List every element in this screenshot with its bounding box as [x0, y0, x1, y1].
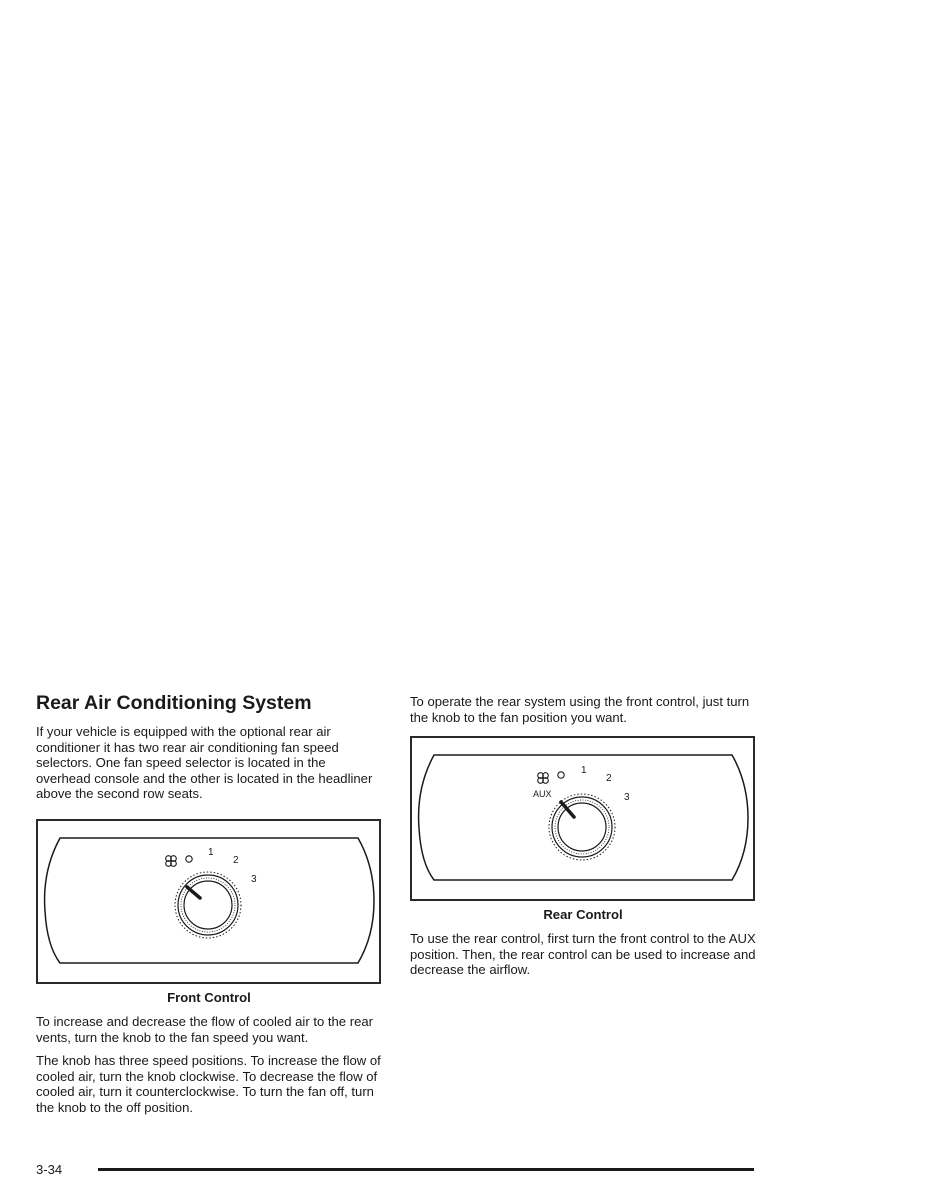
- right-column: [410, 694, 756, 978]
- fan-icon: [166, 856, 177, 867]
- speed-label-1: 1: [208, 846, 214, 858]
- front-paragraph-1: To increase and decrease the flow of cooled air to the rear vents, turn the knob to the fan speed you want.: [36, 1013, 373, 1045]
- front-control-knob[interactable]: [175, 872, 241, 938]
- speed-label-1: 1: [581, 765, 587, 777]
- rear-control-knob[interactable]: [549, 794, 615, 860]
- intro-paragraph: If your vehicle is equipped with the optional rear air conditioner it has two rear air conditioning fan speed selectors. One fan speed selector is located in the overhead console and the other is located in the headliner above the second row seats.: [36, 724, 373, 802]
- speed-label-2: 2: [233, 854, 239, 866]
- footer-rule: [98, 1168, 754, 1171]
- off-position-icon: [186, 856, 192, 862]
- front-control-figure: [36, 819, 381, 984]
- front-figure-caption: Front Control: [167, 989, 251, 1005]
- left-column: [36, 692, 382, 1116]
- rear-intro-paragraph: To operate the rear system using the front control, just turn the knob to the fan position you want.: [410, 694, 750, 725]
- front-control-illustration: [38, 821, 379, 982]
- rear-figure-caption: Rear Control: [543, 907, 623, 923]
- speed-label-3: 3: [251, 873, 257, 885]
- rear-paragraph-2: To use the rear control, first turn the front control to the AUX position. Then, the rear control can be used to increase and decrease the airflow.: [410, 931, 756, 978]
- knob-pointer: [561, 802, 574, 817]
- page-number: 3-34: [36, 1162, 63, 1177]
- fan-icon: [538, 773, 549, 784]
- rear-control-figure: [410, 736, 755, 901]
- knob-pointer: [187, 887, 200, 898]
- off-position-icon: [558, 772, 564, 778]
- aux-label: AUX: [533, 789, 552, 800]
- rear-control-illustration: [412, 738, 753, 899]
- speed-label-3: 3: [624, 792, 630, 804]
- front-paragraph-2: The knob has three speed positions. To increase the flow of cooled air, turn the knob clockwise. To decrease the flow of cooled air, turn it counterclockwise. To turn the fan off, turn the knob to the off position.: [36, 1053, 381, 1115]
- speed-label-2: 2: [606, 773, 612, 785]
- section-heading: Rear Air Conditioning System: [36, 692, 312, 714]
